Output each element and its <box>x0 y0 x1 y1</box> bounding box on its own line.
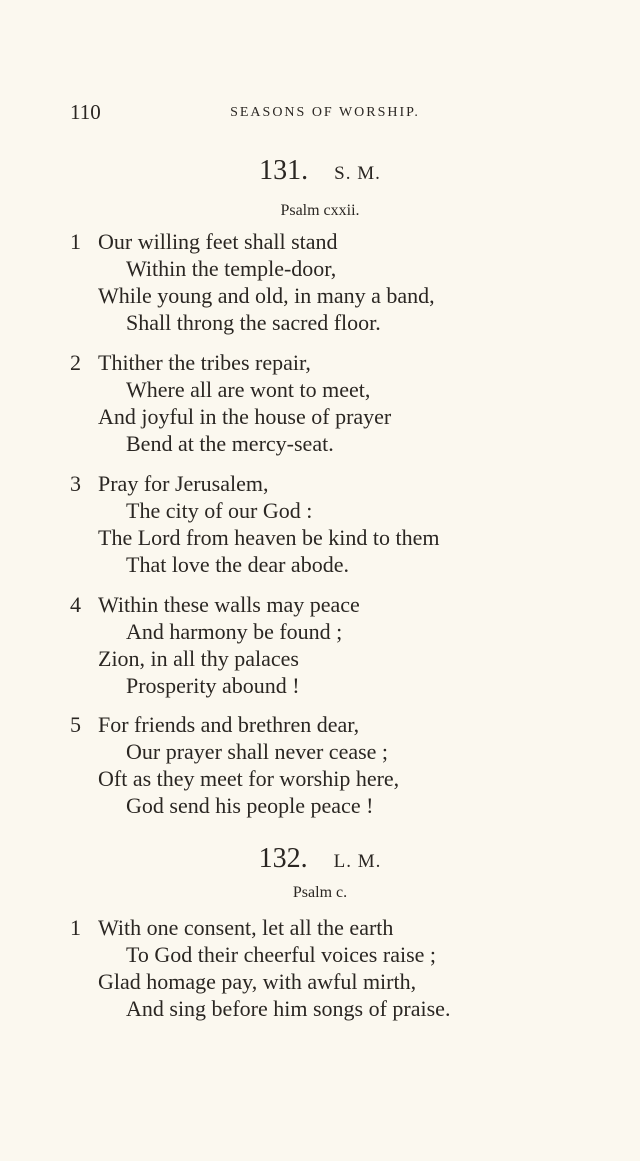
verse-line <box>70 711 590 738</box>
psalm-reference: Psalm cxxii. <box>280 202 360 219</box>
verse-line: Glad homage pay, with awful mirth, <box>98 969 417 994</box>
verse-line: Bend at the mercy-seat. <box>126 431 334 456</box>
stanza-number: 1 <box>70 915 81 940</box>
verse-line <box>70 914 590 941</box>
verse-line <box>70 470 590 497</box>
stanza-number: 4 <box>70 592 81 617</box>
stanza <box>70 914 590 1022</box>
running-title: SEASONS OF WORSHIP. <box>230 105 420 120</box>
verse-text: With one consent, let all the earth <box>98 915 394 940</box>
verse-line: The city of our God : <box>126 498 313 523</box>
stanza-number: 2 <box>70 350 81 375</box>
stanza <box>70 349 590 457</box>
verse-line: And sing before him songs of praise. <box>126 996 451 1021</box>
verse-line: God send his people peace ! <box>126 793 374 818</box>
verse-line: Shall throng the sacred floor. <box>126 310 381 335</box>
verse-line: Oft as they meet for worship here, <box>98 766 400 791</box>
hymn-heading <box>0 843 640 875</box>
verse-line: And harmony be found ; <box>126 619 343 644</box>
verse-line: Prosperity abound ! <box>126 673 300 698</box>
verse-line: Where all are wont to meet, <box>126 377 371 402</box>
stanza <box>70 470 590 578</box>
verse-text: Our willing feet shall stand <box>98 229 338 254</box>
stanza <box>70 228 590 336</box>
verse-text: Thither the tribes repair, <box>98 350 311 375</box>
hymn-meter: S. M. <box>334 163 381 184</box>
verse-line: And joyful in the house of prayer <box>98 404 392 429</box>
stanza <box>70 711 590 819</box>
page-header <box>70 100 580 130</box>
hymn-number: 132. <box>258 843 308 874</box>
verse-line <box>70 228 590 255</box>
verse-text: For friends and brethren dear, <box>98 712 360 737</box>
stanza <box>70 591 590 699</box>
verse-line: Zion, in all thy palaces <box>98 646 299 671</box>
hymn-meter: L. M. <box>333 851 382 872</box>
hymn-number: 131. <box>259 155 309 186</box>
stanza-number: 5 <box>70 712 81 737</box>
stanza-number: 1 <box>70 229 81 254</box>
verse-line: The Lord from heaven be kind to them <box>98 525 440 550</box>
verse-line <box>70 591 590 618</box>
hymn-heading <box>0 155 640 187</box>
verse-text: Pray for Jerusalem, <box>98 471 269 496</box>
verse-line: That love the dear abode. <box>126 552 349 577</box>
verse-line: Within the temple-door, <box>126 256 337 281</box>
stanza-number: 3 <box>70 471 81 496</box>
page-number: 110 <box>70 100 101 124</box>
verse-line: Our prayer shall never cease ; <box>126 739 389 764</box>
verse-line <box>70 349 590 376</box>
verse-line: To God their cheerful voices raise ; <box>126 942 437 967</box>
verse-line: While young and old, in many a band, <box>98 283 435 308</box>
psalm-reference: Psalm c. <box>292 884 348 901</box>
verse-text: Within these walls may peace <box>98 592 360 617</box>
